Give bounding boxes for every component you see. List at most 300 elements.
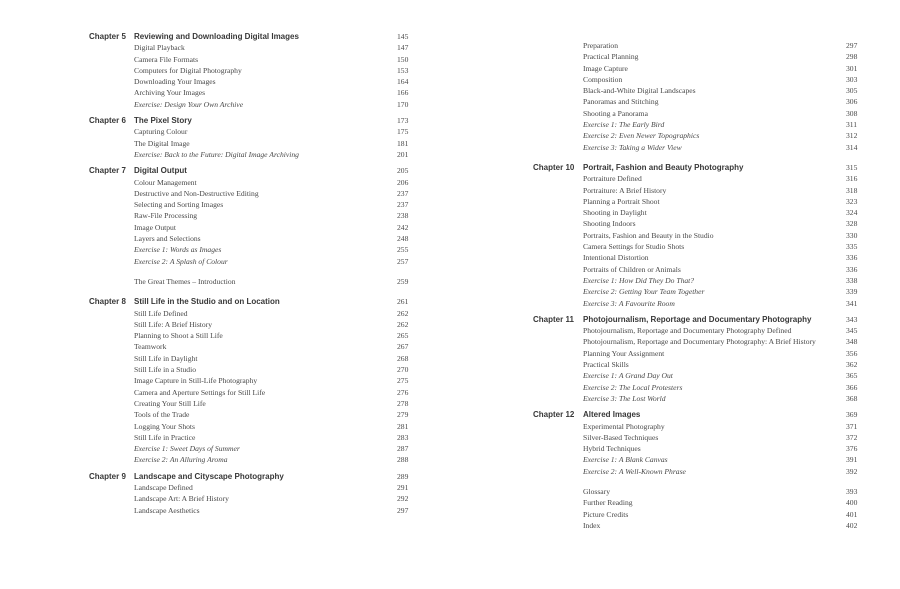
toc-entry-title: Destructive and Non-Destructive Editing: [134, 188, 259, 198]
page-number: 205: [397, 166, 409, 176]
toc-row: [89, 233, 423, 244]
page-number: 336: [846, 264, 858, 274]
toc-row: [89, 493, 423, 504]
page-number: 237: [397, 188, 409, 198]
toc-entry-title: Still Life in Practice: [134, 432, 196, 442]
page-number: 366: [846, 382, 858, 392]
chapter-title: Landscape and Cityscape Photography: [134, 471, 284, 481]
chapter-label: Chapter 10: [533, 162, 575, 172]
toc-entry-title: Landscape Art: A Brief History: [134, 494, 229, 504]
page-number: 402: [846, 520, 858, 530]
indent-spacer: [533, 207, 583, 218]
indent-spacer: [89, 409, 134, 420]
toc-row: [533, 264, 872, 275]
toc-entry-title: Exercise: Back to the Future: Digital Image Archiving: [134, 149, 299, 159]
page-number: 338: [846, 275, 858, 285]
indent-spacer: [89, 364, 134, 375]
toc-entry-title: Layers and Selections: [134, 234, 201, 244]
page-number: 283: [397, 432, 409, 442]
toc-row: [533, 218, 872, 229]
indent-spacer: [533, 421, 583, 432]
page-number: 275: [397, 376, 409, 386]
toc-block: [533, 40, 872, 153]
page-number: 288: [397, 455, 409, 465]
toc-block: [89, 31, 423, 110]
toc-block: [89, 471, 423, 516]
page-number: 206: [397, 177, 409, 187]
indent-spacer: [533, 443, 583, 454]
toc-entry-title: Raw-File Processing: [134, 211, 198, 221]
toc-row: [533, 432, 872, 443]
page-number: 316: [846, 174, 858, 184]
toc-entry-title: Exercise 2: Getting Your Team Together: [583, 287, 705, 297]
toc-row: [89, 276, 423, 287]
toc-entry-title: Practical Planning: [583, 52, 639, 62]
toc-entry-title: Portraiture: A Brief History: [583, 185, 667, 195]
page-number: 173: [397, 116, 409, 126]
toc-row: [533, 96, 872, 107]
indent-spacer: [89, 233, 134, 244]
toc-chapter-row: [533, 409, 872, 420]
toc-entry-title: Exercise 3: A Favourite Room: [583, 298, 675, 308]
toc-row: [89, 454, 423, 465]
indent-spacer: [533, 51, 583, 62]
toc-row: [533, 336, 872, 347]
toc-row: [89, 353, 423, 364]
toc-entry-title: Exercise: Design Your Own Archive: [134, 99, 244, 109]
toc-entry-title: Hybrid Techniques: [583, 444, 641, 454]
indent-spacer: [533, 119, 583, 130]
page-number: 368: [846, 393, 858, 403]
page-number: 248: [397, 234, 409, 244]
toc-entry-title: Shooting a Panorama: [583, 108, 648, 118]
indent-spacer: [533, 108, 583, 119]
page-number: 181: [397, 138, 409, 148]
page-number: 369: [846, 410, 858, 420]
toc-row: [89, 54, 423, 65]
page-number: 257: [397, 256, 409, 266]
toc-entry-title: Index: [583, 520, 601, 530]
page-number: 330: [846, 230, 858, 240]
toc-block: [533, 409, 872, 477]
toc-entry-title: Digital Playback: [134, 43, 185, 53]
page-number: 170: [397, 99, 409, 109]
page-number: 345: [846, 326, 858, 336]
toc-entry-title: Still Life Defined: [134, 308, 188, 318]
toc-entry-title: Landscape Defined: [134, 482, 193, 492]
toc-row: [533, 63, 872, 74]
toc-entry-title: Exercise 2: A Splash of Colour: [134, 256, 228, 266]
toc-entry-title: Creating Your Still Life: [134, 398, 206, 408]
toc-entry-title: Image Capture in Still-Life Photography: [134, 376, 258, 386]
toc-row: [533, 230, 872, 241]
page-number: 314: [846, 142, 858, 152]
toc-row: [533, 108, 872, 119]
indent-spacer: [533, 393, 583, 404]
toc-row: [533, 348, 872, 359]
toc-row: [533, 130, 872, 141]
toc-row: [533, 119, 872, 130]
indent-spacer: [533, 85, 583, 96]
toc-entry-title: Exercise 1: A Grand Day Out: [583, 371, 673, 381]
toc-row: [533, 370, 872, 381]
page-number: 145: [397, 32, 409, 41]
toc-chapter-row: [533, 314, 872, 325]
page-number: 270: [397, 365, 409, 375]
indent-spacer: [89, 76, 134, 87]
toc-row: [533, 51, 872, 62]
toc-row: [89, 138, 423, 149]
indent-spacer: [533, 252, 583, 263]
page-number: 301: [846, 63, 858, 73]
toc-entry-title: Portraiture Defined: [583, 174, 642, 184]
page-number: 341: [846, 298, 858, 308]
toc-entry-title: Silver-Based Techniques: [583, 432, 659, 442]
page-number: 356: [846, 348, 858, 358]
indent-spacer: [533, 298, 583, 309]
toc-block: [89, 115, 423, 160]
toc-row: [533, 142, 872, 153]
toc-entry-title: Exercise 1: The Early Bird: [583, 120, 665, 130]
indent-spacer: [533, 74, 583, 85]
page-number: 400: [846, 498, 858, 508]
toc-chapter-row: [89, 31, 423, 42]
toc-block: [89, 296, 423, 465]
indent-spacer: [89, 42, 134, 53]
toc-row: [533, 382, 872, 393]
toc-block: [533, 314, 872, 404]
indent-spacer: [89, 188, 134, 199]
toc-entry-title: Image Output: [134, 222, 176, 232]
indent-spacer: [533, 509, 583, 520]
page-number: 305: [846, 86, 858, 96]
toc-block: [89, 276, 423, 287]
indent-spacer: [89, 308, 134, 319]
toc-entry-title: Black-and-White Digital Landscapes: [583, 86, 696, 96]
page-number: 312: [846, 131, 858, 141]
toc-entry-title: Panoramas and Stitching: [583, 97, 659, 107]
toc-row: [533, 393, 872, 404]
page-number: 281: [397, 421, 409, 431]
toc-entry-title: Shooting Indoors: [583, 219, 636, 229]
toc-row: [533, 207, 872, 218]
indent-spacer: [533, 432, 583, 443]
toc-page-right: [533, 31, 872, 540]
toc-row: [533, 466, 872, 477]
indent-spacer: [89, 256, 134, 267]
toc-row: [533, 325, 872, 336]
toc-entry-title: Teamwork: [134, 342, 167, 352]
toc-entry-title: Shooting in Daylight: [583, 208, 647, 218]
indent-spacer: [533, 264, 583, 275]
toc-row: [533, 520, 872, 531]
toc-chapter-row: [89, 296, 423, 307]
toc-row: [89, 421, 423, 432]
indent-spacer: [533, 286, 583, 297]
page-number: 392: [846, 466, 858, 476]
toc-entry-title: Further Reading: [583, 498, 633, 508]
toc-entry-title: Still Life: A Brief History: [134, 319, 213, 329]
indent-spacer: [533, 454, 583, 465]
page-number: 150: [397, 54, 409, 64]
toc-entry-title: Capturing Colour: [134, 127, 188, 137]
toc-row: [89, 364, 423, 375]
chapter-title: Digital Output: [134, 166, 187, 176]
chapter-label: Chapter 9: [89, 471, 126, 481]
toc-row: [533, 497, 872, 508]
toc-entry-title: Photojournalism, Reportage and Documentary Photography Defined: [583, 326, 792, 336]
indent-spacer: [89, 199, 134, 210]
toc-row: [89, 443, 423, 454]
toc-entry-title: Intentional Distortion: [583, 253, 649, 263]
toc-entry-title: Exercise 2: A Well-Known Phrase: [583, 466, 686, 476]
toc-row: [89, 375, 423, 386]
toc-entry-title: Exercise 1: Words as Images: [134, 245, 222, 255]
indent-spacer: [533, 142, 583, 153]
toc-entry-title: Exercise 3: Taking a Wider View: [583, 142, 682, 152]
indent-spacer: [89, 443, 134, 454]
indent-spacer: [533, 173, 583, 184]
toc-row: [533, 185, 872, 196]
indent-spacer: [89, 99, 134, 110]
page-number: 259: [397, 276, 409, 286]
toc-entry-title: Downloading Your Images: [134, 77, 216, 87]
page-number: 147: [397, 43, 409, 53]
page-number: 343: [846, 314, 858, 324]
toc-chapter-row: [89, 115, 423, 126]
indent-spacer: [89, 138, 134, 149]
page-number: 308: [846, 108, 858, 118]
toc-entry-title: Camera File Formats: [134, 54, 199, 64]
indent-spacer: [89, 330, 134, 341]
toc-entry-title: Logging Your Shots: [134, 421, 195, 431]
indent-spacer: [89, 87, 134, 98]
toc-row: [89, 199, 423, 210]
toc-entry-title: Exercise 1: A Blank Canvas: [583, 455, 668, 465]
toc-row: [533, 486, 872, 497]
toc-block: [533, 162, 872, 309]
chapter-title: The Pixel Story: [134, 116, 192, 126]
toc-entry-title: Planning to Shoot a Still Life: [134, 331, 223, 341]
toc-entry-title: The Digital Image: [134, 138, 190, 148]
page-number: 376: [846, 444, 858, 454]
page-number: 391: [846, 455, 858, 465]
page-number: 238: [397, 211, 409, 221]
indent-spacer: [89, 375, 134, 386]
toc-row: [89, 177, 423, 188]
toc-entry-title: Landscape Aesthetics: [134, 505, 200, 515]
chapter-label: Chapter 6: [89, 116, 126, 126]
chapter-title: Reviewing and Downloading Digital Images: [134, 32, 299, 41]
indent-spacer: [533, 497, 583, 508]
indent-spacer: [89, 493, 134, 504]
indent-spacer: [89, 126, 134, 137]
page-number: 255: [397, 245, 409, 255]
page-number: 372: [846, 432, 858, 442]
toc-entry-title: Practical Skills: [583, 360, 629, 370]
chapter-label: Chapter 12: [533, 410, 575, 420]
toc-entry-title: Exercise 2: Even Newer Topographics: [583, 131, 700, 141]
page-number: 166: [397, 88, 409, 98]
toc-row: [533, 298, 872, 309]
indent-spacer: [89, 353, 134, 364]
indent-spacer: [533, 275, 583, 286]
page-number: 292: [397, 494, 409, 504]
page-number: 362: [846, 360, 858, 370]
indent-spacer: [533, 348, 583, 359]
page-number: 267: [397, 342, 409, 352]
toc-entry-title: Archiving Your Images: [134, 88, 206, 98]
indent-spacer: [89, 398, 134, 409]
toc-row: [533, 40, 872, 51]
toc-entry-title: Camera and Aperture Settings for Still Life: [134, 387, 266, 397]
toc-row: [89, 409, 423, 420]
toc-row: [89, 149, 423, 160]
page-number: 336: [846, 253, 858, 263]
page-number: 164: [397, 77, 409, 87]
toc-entry-title: Portraits of Children or Animals: [583, 264, 681, 274]
page-number: 262: [397, 319, 409, 329]
page-number: 297: [846, 41, 858, 50]
page-number: 261: [397, 297, 409, 307]
toc-row: [89, 330, 423, 341]
page-number: 315: [846, 162, 858, 172]
toc-entry-title: Exercise 2: The Local Protesters: [583, 382, 683, 392]
toc-entry-title: Image Capture: [583, 63, 628, 73]
toc-row: [89, 65, 423, 76]
page-number: 318: [846, 185, 858, 195]
page-number: 303: [846, 74, 858, 84]
indent-spacer: [533, 185, 583, 196]
chapter-label: Chapter 7: [89, 166, 126, 176]
page-number: 328: [846, 219, 858, 229]
toc-block: [89, 165, 423, 267]
toc-row: [533, 443, 872, 454]
page-number: 348: [846, 337, 858, 347]
toc-row: [89, 99, 423, 110]
toc-row: [533, 85, 872, 96]
toc-row: [89, 398, 423, 409]
toc-entry-title: Selecting and Sorting Images: [134, 200, 224, 210]
page-number: 401: [846, 509, 858, 519]
toc-row: [533, 509, 872, 520]
page-number: 279: [397, 410, 409, 420]
indent-spacer: [89, 341, 134, 352]
toc-entry-title: Planning Your Assignment: [583, 348, 665, 358]
toc-row: [533, 241, 872, 252]
indent-spacer: [533, 466, 583, 477]
toc-chapter-row: [89, 165, 423, 176]
toc-row: [533, 173, 872, 184]
toc-row: [89, 308, 423, 319]
indent-spacer: [533, 370, 583, 381]
indent-spacer: [533, 486, 583, 497]
indent-spacer: [533, 382, 583, 393]
toc-row: [533, 421, 872, 432]
toc-entry-title: The Great Themes – Introduction: [134, 276, 236, 286]
toc-entry-title: Colour Management: [134, 177, 197, 187]
toc-row: [533, 74, 872, 85]
chapter-title: Photojournalism, Reportage and Documentary Photography: [583, 314, 812, 324]
indent-spacer: [89, 244, 134, 255]
page-number: 265: [397, 331, 409, 341]
toc-row: [89, 87, 423, 98]
page-number: 298: [846, 52, 858, 62]
toc-entry-title: Portraits, Fashion and Beauty in the Studio: [583, 230, 714, 240]
toc-row: [89, 210, 423, 221]
indent-spacer: [89, 210, 134, 221]
toc-row: [89, 432, 423, 443]
toc-entry-title: Picture Credits: [583, 509, 629, 519]
page-number: 365: [846, 371, 858, 381]
toc-entry-title: Tools of the Trade: [134, 410, 190, 420]
toc-row: [89, 42, 423, 53]
indent-spacer: [533, 241, 583, 252]
indent-spacer: [533, 336, 583, 347]
indent-spacer: [89, 421, 134, 432]
chapter-label: Chapter 8: [89, 297, 126, 307]
toc-row: [89, 188, 423, 199]
toc-row: [89, 244, 423, 255]
toc-entry-title: Exercise 1: How Did They Do That?: [583, 275, 695, 285]
indent-spacer: [89, 432, 134, 443]
indent-spacer: [533, 130, 583, 141]
toc-entry-title: Experimental Photography: [583, 421, 665, 431]
toc-entry-title: Planning a Portrait Shoot: [583, 196, 660, 206]
toc-row: [533, 252, 872, 263]
toc-row: [89, 387, 423, 398]
toc-entry-title: Exercise 2: An Alluring Aroma: [134, 455, 228, 465]
indent-spacer: [89, 54, 134, 65]
chapter-title: Still Life in the Studio and on Location: [134, 297, 280, 307]
indent-spacer: [533, 520, 583, 531]
page-number: 371: [846, 421, 858, 431]
page-number: 287: [397, 444, 409, 454]
toc-row: [89, 256, 423, 267]
page-number: 237: [397, 200, 409, 210]
toc-row: [89, 76, 423, 87]
page-number: 153: [397, 65, 409, 75]
chapter-title: Altered Images: [583, 410, 641, 420]
page-number: 262: [397, 308, 409, 318]
toc-row: [533, 275, 872, 286]
indent-spacer: [89, 387, 134, 398]
page-number: 291: [397, 482, 409, 492]
indent-spacer: [533, 196, 583, 207]
toc-row: [89, 319, 423, 330]
chapter-title: Portrait, Fashion and Beauty Photography: [583, 162, 744, 172]
indent-spacer: [89, 276, 134, 287]
indent-spacer: [89, 177, 134, 188]
page-number: 335: [846, 242, 858, 252]
page-number: 268: [397, 353, 409, 363]
page-number: 201: [397, 149, 409, 159]
indent-spacer: [89, 319, 134, 330]
toc-entry-title: Photojournalism, Reportage and Documentary Photography: A Brief History: [583, 337, 816, 347]
page-number: 297: [397, 505, 409, 515]
toc-block: [533, 486, 872, 531]
page-number: 311: [846, 120, 858, 130]
toc-entry-title: Preparation: [583, 41, 619, 50]
indent-spacer: [89, 65, 134, 76]
toc-row: [533, 196, 872, 207]
page-number: 393: [846, 486, 858, 496]
toc-entry-title: Exercise 3: The Lost World: [583, 393, 666, 403]
chapter-label: Chapter 11: [533, 314, 574, 324]
toc-entry-title: Still Life in Daylight: [134, 353, 198, 363]
indent-spacer: [533, 96, 583, 107]
page-number: 306: [846, 97, 858, 107]
